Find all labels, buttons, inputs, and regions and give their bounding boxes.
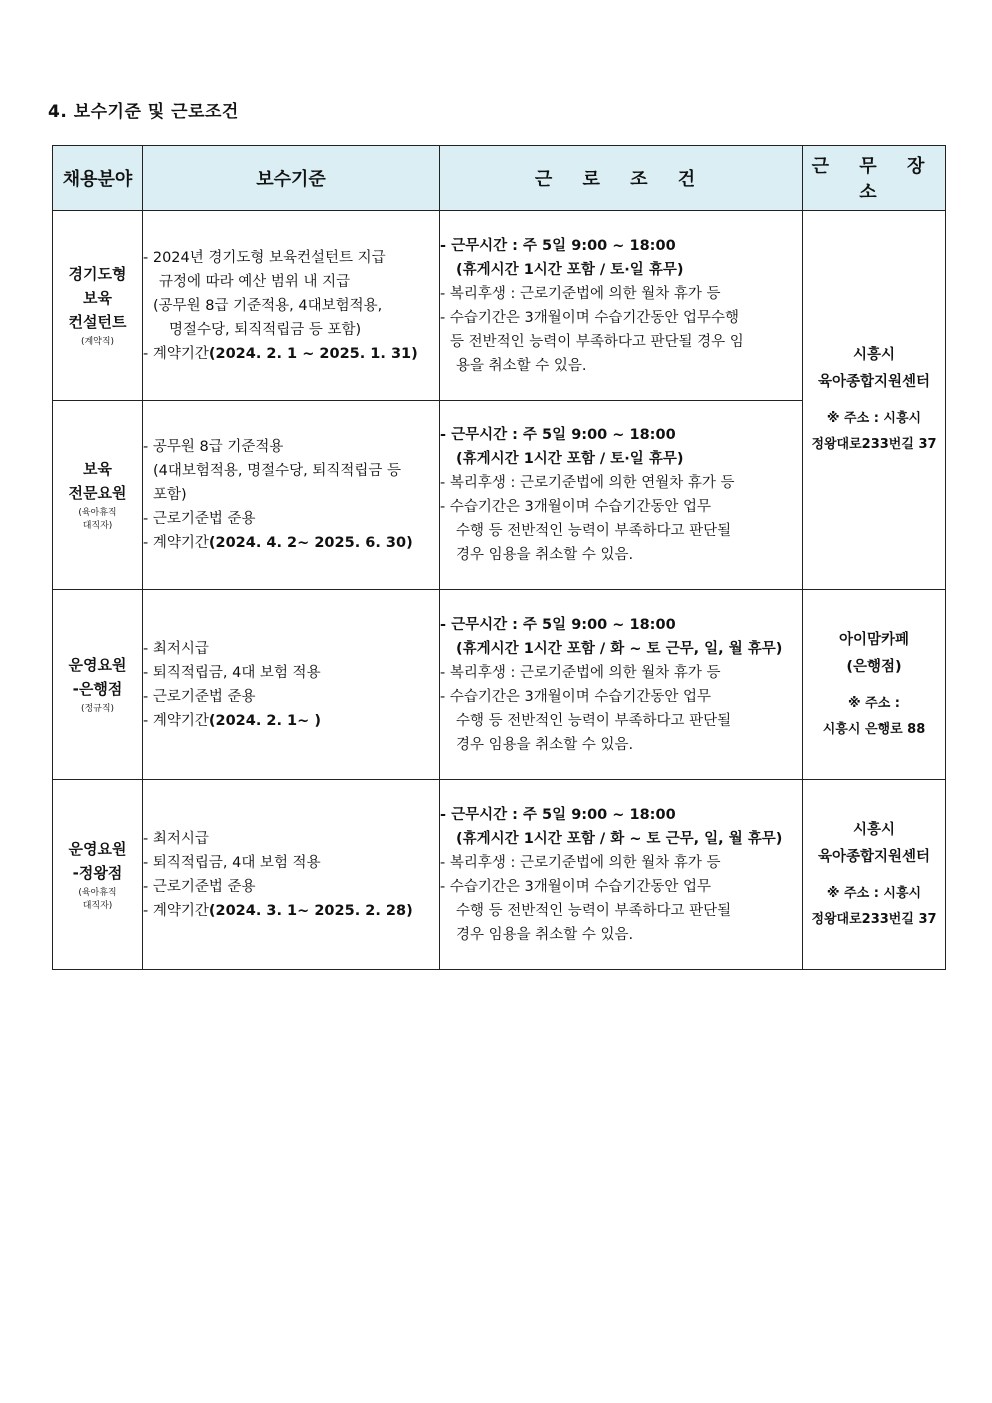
header-conditions: 근 로 조 건 [440, 146, 803, 211]
workplace-cell: 아이맘카페 (은행점) ※ 주소 : 시흥시 은행로 88 [803, 590, 946, 780]
field-cell: 운영요원 -정왕점 (육아휴직 대직자) [53, 780, 143, 970]
pay-cell: - 최저시급 - 퇴직적립금, 4대 보험 적용 - 근로기준법 준용 - 계약기간(2024. 3. 1~ 2025. 2. 28) [143, 780, 440, 970]
conditions-cell: - 근무시간 : 주 5일 9:00 ~ 18:00 (휴게시간 1시간 포함 / 화 ~ 토 근무, 일, 월 휴무) - 복리후생 : 근로기준법에 의한 월차 휴가 등 - 수습기간은 3개월이며 수습기간동안 업무 수행 등 전반적인 능력이 부족하다고 판단될 경우 임용을 취소할 수 있음. [440, 780, 803, 970]
header-pay: 보수기준 [143, 146, 440, 211]
workplace-address: ※ 주소 : 시흥시 정왕대로233번길 37 [811, 411, 937, 452]
table-header-row [53, 146, 946, 211]
field-cell: 보육 전문요원 (육아휴직 대직자) [53, 401, 143, 590]
pay-cell: - 공무원 8급 기준적용 (4대보험적용, 명절수당, 퇴직적립금 등 포함) - 근로기준법 준용 - 계약기간(2024. 4. 2~ 2025. 6. 30) [143, 401, 440, 590]
table-row [53, 780, 946, 970]
field-note: (육아휴직 대직자) [78, 508, 117, 531]
field-note: (육아휴직 대직자) [78, 887, 117, 911]
pay-cell: - 최저시급 - 퇴직적립금, 4대 보험 적용 - 근로기준법 준용 - 계약기간(2024. 2. 1~ ) [143, 590, 440, 780]
workplace-cell: 시흥시 육아종합지원센터 ※ 주소 : 시흥시 정왕대로233번길 37 [803, 211, 946, 590]
employment-conditions-table [52, 145, 946, 970]
header-workplace: 근 무 장 소 [803, 146, 946, 211]
workplace-cell: 시흥시 육아종합지원센터 ※ 주소 : 시흥시 정왕대로233번길 37 [803, 780, 946, 970]
field-cell: 경기도형 보육 컨설턴트 (계약직) [53, 211, 143, 401]
table-row [53, 590, 946, 780]
section-title: 4. 보수기준 및 근로조건 [48, 102, 239, 122]
field-note: (계약직) [80, 337, 115, 347]
workplace-address: ※ 주소 : 시흥시 은행로 88 [822, 695, 926, 737]
conditions-cell: - 근무시간 : 주 5일 9:00 ~ 18:00 (휴게시간 1시간 포함 / 토·일 휴무) - 복리후생 : 근로기준법에 의한 연월차 휴가 등 - 수습기간은 3개월이며 수습기간동안 업무 수행 등 전반적인 능력이 부족하다고 판단될 경우 임용을 취소할 수 있음. [440, 401, 803, 590]
workplace-address: ※ 주소 : 시흥시 정왕대로233번길 37 [811, 885, 937, 927]
conditions-cell: - 근무시간 : 주 5일 9:00 ~ 18:00 (휴게시간 1시간 포함 / 토·일 휴무) - 복리후생 : 근로기준법에 의한 월차 휴가 등 - 수습기간은 3개월이며 수습기간동안 업무수행 등 전반적인 능력이 부족하다고 판단될 경우 임 용을 취소할 수 있음. [440, 211, 803, 401]
pay-cell: - 2024년 경기도형 보육컨설턴트 지급 규정에 따라 예산 범위 내 지급 (공무원 8급 기준적용, 4대보험적용, 명절수당, 퇴직적립금 등 포함) - 계약기간(2024. 2. 1 ~ 2025. 1. 31) [143, 211, 440, 401]
conditions-cell: - 근무시간 : 주 5일 9:00 ~ 18:00 (휴게시간 1시간 포함 / 화 ~ 토 근무, 일, 월 휴무) - 복리후생 : 근로기준법에 의한 월차 휴가 등 - 수습기간은 3개월이며 수습기간동안 업무 수행 등 전반적인 능력이 부족하다고 판단될 경우 임용을 취소할 수 있음. [440, 590, 803, 780]
table-row [53, 211, 946, 401]
field-note: (정규직) [80, 704, 115, 714]
header-field: 채용분야 [53, 146, 143, 211]
field-cell: 운영요원 -은행점 (정규직) [53, 590, 143, 780]
